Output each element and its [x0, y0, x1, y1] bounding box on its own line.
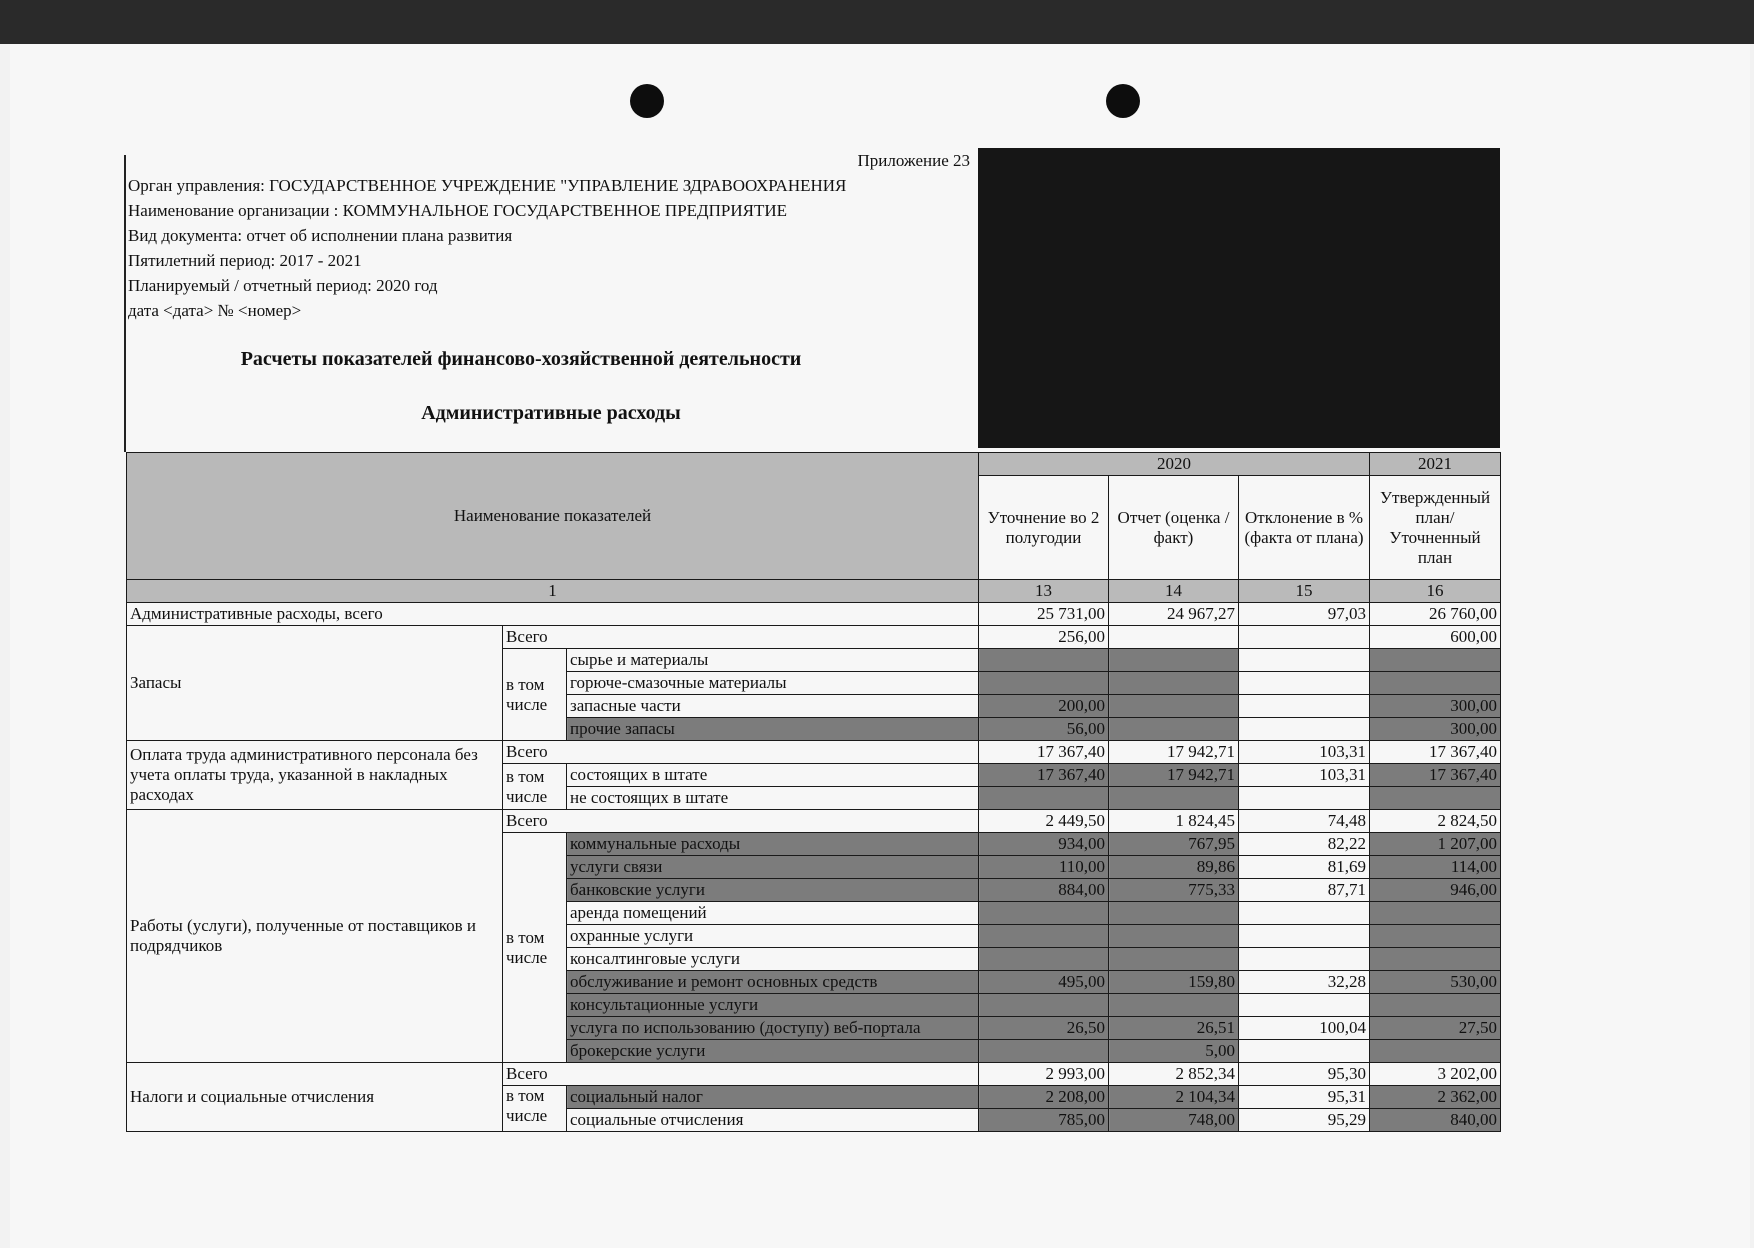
cell-c15: 95,29: [1239, 1109, 1370, 1132]
row-label: не состоящих в штате: [567, 787, 979, 810]
cell-c13: [979, 948, 1109, 971]
cell-c16: [1370, 672, 1501, 695]
row-label: состоящих в штате: [567, 764, 979, 787]
cell-c14: [1109, 994, 1239, 1017]
document-title: Расчеты показателей финансово-хозяйственной деятельности: [240, 348, 802, 370]
cell-c16: [1370, 902, 1501, 925]
row-label: сырье и материалы: [567, 649, 979, 672]
v-tom-label: в том: [506, 1086, 545, 1105]
cell-c15: 82,22: [1239, 833, 1370, 856]
cell-c15: 103,31: [1239, 764, 1370, 787]
row-label: услуга по использованию (доступу) веб-портала: [567, 1017, 979, 1040]
table-row: [127, 626, 1501, 649]
cell-c15: [1239, 1040, 1370, 1063]
col-number-16: 16: [1370, 580, 1501, 603]
org-body-line: Орган управления: ГОСУДАРСТВЕННОЕ УЧРЕЖДЕНИЕ "УПРАВЛЕНИЕ ЗДРАВООХРАНЕНИЯ: [128, 176, 847, 195]
subtotal-label: Всего: [503, 1063, 979, 1086]
cell-c13: 785,00: [979, 1109, 1109, 1132]
org-name-line: Наименование организации : КОММУНАЛЬНОЕ ГОСУДАРСТВЕННОЕ ПРЕДПРИЯТИЕ: [128, 201, 788, 220]
cell-c16: 300,00: [1370, 718, 1501, 741]
header-col-13: Уточнение во 2 полугодии: [979, 476, 1109, 580]
cell-c15: 81,69: [1239, 856, 1370, 879]
cell-c16: 17 367,40: [1370, 741, 1501, 764]
cell-c16: 114,00: [1370, 856, 1501, 879]
cell-c15: 32,28: [1239, 971, 1370, 994]
cell-c13: 17 367,40: [979, 764, 1109, 787]
v-tom-label: в том: [506, 674, 545, 694]
document-subtitle: Административные расходы: [421, 402, 681, 424]
col-number-14: 14: [1109, 580, 1239, 603]
cell-c14: 767,95: [1109, 833, 1239, 856]
group-label-nalogi: Налоги и социальные отчисления: [127, 1063, 503, 1132]
document-header: [128, 148, 970, 323]
cell-c16: [1370, 948, 1501, 971]
row-label: консультационные услуги: [567, 994, 979, 1017]
row-label: охранные услуги: [567, 925, 979, 948]
cell-c15: 74,48: [1239, 810, 1370, 833]
cell-c13: [979, 994, 1109, 1017]
v-tom-chisle: [503, 764, 567, 810]
row-label: банковские услуги: [567, 879, 979, 902]
cell-c13: 495,00: [979, 971, 1109, 994]
table-row: [127, 603, 1501, 626]
cell-c14: 159,80: [1109, 971, 1239, 994]
v-tom-chisle: [503, 649, 567, 741]
doc-type-line: Вид документа: отчет об исполнении плана развития: [128, 226, 513, 245]
cell-c13: 110,00: [979, 856, 1109, 879]
v-tom-label: в том: [506, 927, 545, 947]
cell-c13: [979, 925, 1109, 948]
cell-c13: 256,00: [979, 626, 1109, 649]
cell-c16: [1370, 925, 1501, 948]
cell-c13: [979, 902, 1109, 925]
cell-c14: [1109, 718, 1239, 741]
cell-c14: [1109, 649, 1239, 672]
cell-c13: 884,00: [979, 879, 1109, 902]
cell-c14: 17 942,71: [1109, 764, 1239, 787]
cell-c13: 934,00: [979, 833, 1109, 856]
cell-c13: [979, 1040, 1109, 1063]
cell-c14: 748,00: [1109, 1109, 1239, 1132]
period-line: Пятилетний период: 2017 - 2021: [128, 251, 362, 270]
cell-c14: [1109, 787, 1239, 810]
cell-c14: 1 824,45: [1109, 810, 1239, 833]
cell-c16: 27,50: [1370, 1017, 1501, 1040]
row-label: услуги связи: [567, 856, 979, 879]
subtotal-label: Всего: [503, 741, 979, 764]
cell-c15: [1239, 672, 1370, 695]
row-label: запасные части: [567, 695, 979, 718]
cell-c16: 17 367,40: [1370, 764, 1501, 787]
cell-c14: 2 852,34: [1109, 1063, 1239, 1086]
cell-c14: 24 967,27: [1109, 603, 1239, 626]
col-number-1: 1: [127, 580, 979, 603]
cell-c13: [979, 672, 1109, 695]
cell-c13: 2 993,00: [979, 1063, 1109, 1086]
cell-c13: 25 731,00: [979, 603, 1109, 626]
cell-c15: 100,04: [1239, 1017, 1370, 1040]
group-label-oplata: Оплата труда административного персонала без учета оплаты труда, указанной в накладных расходах: [127, 741, 503, 810]
cell-c14: [1109, 902, 1239, 925]
cell-c15: 95,31: [1239, 1086, 1370, 1109]
cell-c16: [1370, 649, 1501, 672]
admin-expenses-table: [126, 452, 1501, 1132]
cell-c16: [1370, 994, 1501, 1017]
chisle-label: числе: [506, 1106, 548, 1125]
cell-c14: 17 942,71: [1109, 741, 1239, 764]
left-border-line: [124, 155, 126, 452]
cell-c16: [1370, 1040, 1501, 1063]
cell-c15: [1239, 948, 1370, 971]
v-tom-chisle: [503, 1086, 567, 1132]
cell-c14: 89,86: [1109, 856, 1239, 879]
row-label: консалтинговые услуги: [567, 948, 979, 971]
row-label: брокерские услуги: [567, 1040, 979, 1063]
cell-c15: [1239, 695, 1370, 718]
cell-c14: 2 104,34: [1109, 1086, 1239, 1109]
cell-c14: [1109, 948, 1239, 971]
table-row: [127, 741, 1501, 764]
header-name: Наименование показателей: [127, 453, 979, 580]
cell-c15: 87,71: [1239, 879, 1370, 902]
cell-c14: 775,33: [1109, 879, 1239, 902]
cell-c13: 56,00: [979, 718, 1109, 741]
cell-c15: 95,30: [1239, 1063, 1370, 1086]
cell-c15: [1239, 787, 1370, 810]
cell-c15: [1239, 626, 1370, 649]
row-label: прочие запасы: [567, 718, 979, 741]
cell-c15: 103,31: [1239, 741, 1370, 764]
report-period-line: Планируемый / отчетный период: 2020 год: [128, 276, 438, 295]
row-label: аренда помещений: [567, 902, 979, 925]
header-year-2020: 2020: [979, 453, 1370, 476]
cell-c15: [1239, 718, 1370, 741]
cell-c15: 97,03: [1239, 603, 1370, 626]
cell-c16: 946,00: [1370, 879, 1501, 902]
table-row: [127, 1063, 1501, 1086]
row-label: социальный налог: [567, 1086, 979, 1109]
header-row-years: [127, 453, 1501, 476]
cell-c16: 2 824,50: [1370, 810, 1501, 833]
cell-c13: 200,00: [979, 695, 1109, 718]
cell-c13: 17 367,40: [979, 741, 1109, 764]
chisle-label: числе: [506, 947, 548, 967]
punch-hole-right: [1106, 84, 1140, 118]
cell-c14: 26,51: [1109, 1017, 1239, 1040]
cell-c16: 530,00: [1370, 971, 1501, 994]
cell-c15: [1239, 994, 1370, 1017]
cell-c13: [979, 787, 1109, 810]
appendix-label: Приложение 23: [857, 151, 970, 170]
row-label: горюче-смазочные материалы: [567, 672, 979, 695]
punch-hole-left: [630, 84, 664, 118]
row-label: социальные отчисления: [567, 1109, 979, 1132]
cell-c16: 3 202,00: [1370, 1063, 1501, 1086]
row-label: Административные расходы, всего: [127, 603, 979, 626]
redacted-block: [978, 148, 1500, 448]
chisle-label: числе: [506, 694, 548, 714]
cell-c16: 1 207,00: [1370, 833, 1501, 856]
chisle-label: числе: [506, 786, 548, 806]
cell-c16: 26 760,00: [1370, 603, 1501, 626]
cell-c13: 26,50: [979, 1017, 1109, 1040]
table-row: [127, 810, 1501, 833]
date-line: дата <дата> № <номер>: [128, 301, 302, 320]
v-tom-label: в том: [506, 766, 545, 786]
cell-c13: 2 449,50: [979, 810, 1109, 833]
cell-c14: [1109, 672, 1239, 695]
cell-c16: 300,00: [1370, 695, 1501, 718]
cell-c16: 2 362,00: [1370, 1086, 1501, 1109]
cell-c13: 2 208,00: [979, 1086, 1109, 1109]
v-tom-chisle: [503, 833, 567, 1063]
scanner-top-border: [0, 0, 1754, 44]
col-number-15: 15: [1239, 580, 1370, 603]
subtotal-label: Всего: [503, 810, 979, 833]
cell-c15: [1239, 925, 1370, 948]
group-label-raboty: Работы (услуги), полученные от поставщиков и подрядчиков: [127, 810, 503, 1063]
header-col-14: Отчет (оценка / факт): [1109, 476, 1239, 580]
row-label: коммунальные расходы: [567, 833, 979, 856]
cell-c16: 600,00: [1370, 626, 1501, 649]
cell-c13: [979, 649, 1109, 672]
header-year-2021: 2021: [1370, 453, 1501, 476]
col-number-13: 13: [979, 580, 1109, 603]
header-col-16: Утвержденный план/Уточненный план: [1370, 476, 1501, 580]
cell-c14: [1109, 695, 1239, 718]
cell-c14: [1109, 925, 1239, 948]
cell-c15: [1239, 902, 1370, 925]
group-label-zapasy: Запасы: [127, 626, 503, 741]
row-label: обслуживание и ремонт основных средств: [567, 971, 979, 994]
header-row-numbers: [127, 580, 1501, 603]
cell-c14: [1109, 626, 1239, 649]
cell-c15: [1239, 649, 1370, 672]
header-col-15: Отклонение в % (факта от плана): [1239, 476, 1370, 580]
cell-c16: [1370, 787, 1501, 810]
cell-c16: 840,00: [1370, 1109, 1501, 1132]
cell-c14: 5,00: [1109, 1040, 1239, 1063]
subtotal-label: Всего: [503, 626, 979, 649]
